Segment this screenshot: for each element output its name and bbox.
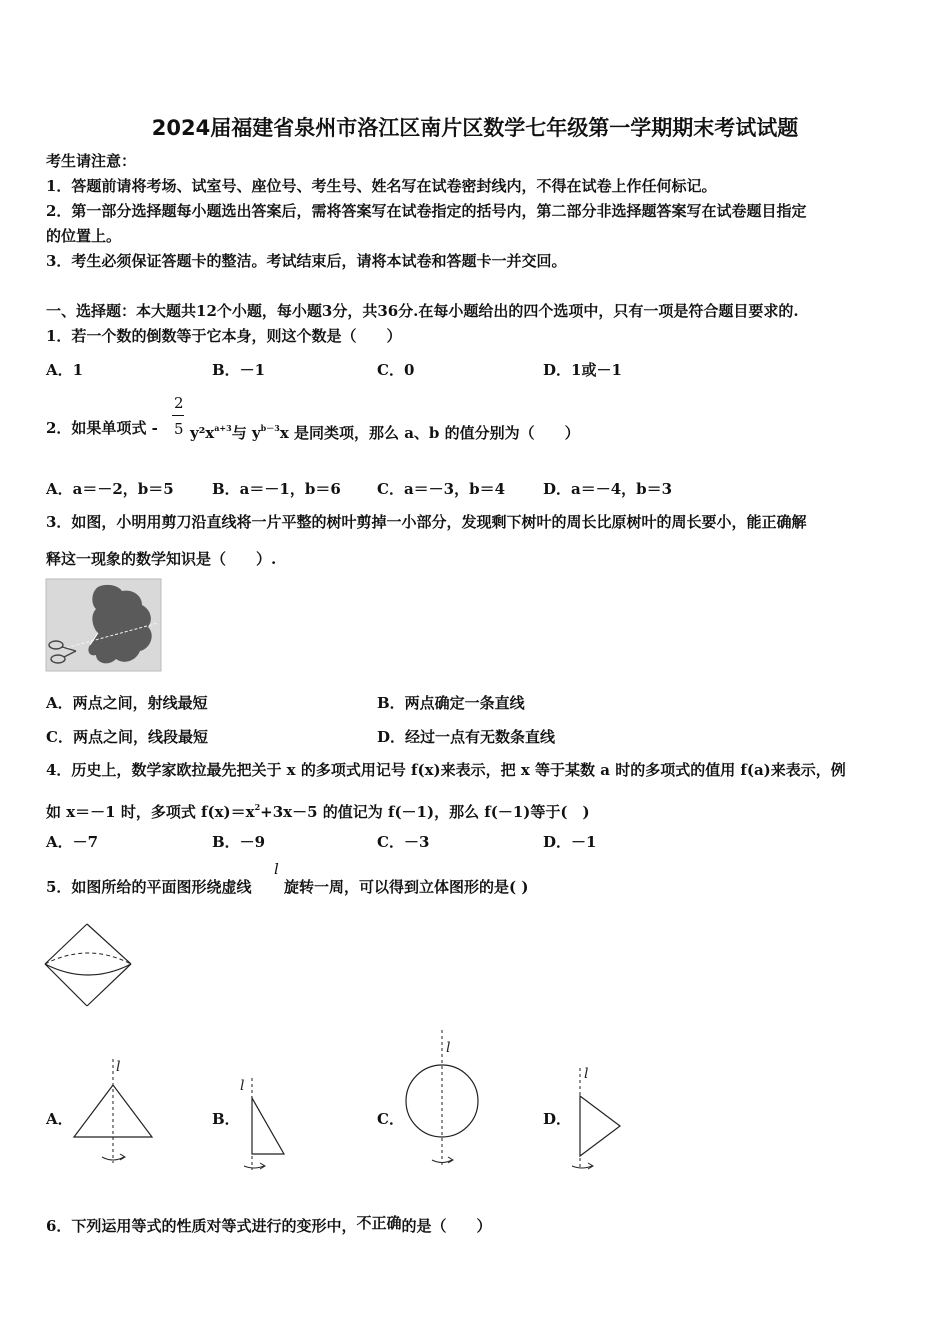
q2-fraction-denominator: 5 — [174, 420, 184, 438]
q3-option-a: A．两点之间，射线最短 — [46, 694, 208, 712]
svg-text:l: l — [446, 1040, 451, 1056]
q2-term1: y²x — [190, 424, 215, 442]
q6-stem-c: 的是（ ） — [401, 1217, 492, 1235]
q6-stem-a: 6．下列运用等式的性质对等式进行的变形中， — [46, 1217, 357, 1235]
q4-stem-line2 — [46, 797, 590, 822]
q2-option-b: B．a＝－1，b＝6 — [212, 480, 341, 498]
q4-option-c: C．－3 — [377, 833, 430, 851]
leaf-scissors-figure — [46, 579, 161, 671]
q2-sup1: a+3 — [214, 423, 232, 433]
q6-emphasis: 不正确 — [356, 1214, 402, 1232]
q4-option-d: D．－1 — [543, 833, 597, 851]
q5-option-d-figure — [566, 1064, 630, 1174]
notice-item-2-cont: 的位置上。 — [46, 227, 122, 245]
q2-suffix: x 是同类项，那么 a、b 的值分别为（ ） — [279, 424, 580, 442]
q3-stem-line1: 3．如图，小明用剪刀沿直线将一片平整的树叶剪掉一小部分，发现剩下树叶的周长比原树叶的周长要小，能正确解 — [46, 513, 807, 531]
q2-fraction-numerator: 2 — [174, 394, 184, 412]
q4-line2-b: +3x－5 的值记为 f(－1)，那么 f(－1)等于( ) — [260, 803, 590, 821]
q5-option-a: A． — [46, 1110, 73, 1128]
q2-option-d: D．a＝－4，b＝3 — [543, 480, 673, 498]
q3-option-b: B．两点确定一条直线 — [377, 694, 525, 712]
q1-option-d: D．1或－1 — [543, 361, 622, 379]
q1-stem: 1．若一个数的倒数等于它本身，则这个数是（ ） — [46, 327, 402, 345]
q2-option-a: A．a＝－2，b＝5 — [46, 480, 174, 498]
section-heading: 一、选择题：本大题共12个小题，每小题3分，共36分.在每小题给出的四个选项中，只有一项是符合题目要求的. — [46, 302, 799, 320]
q5-option-b: B． — [212, 1110, 240, 1128]
q3-stem-line2: 释这一现象的数学知识是（ ）. — [46, 550, 277, 568]
q2-fraction-bar — [172, 415, 184, 416]
q4-line2-a: 如 x＝－1 时，多项式 f(x)＝x — [46, 803, 255, 821]
svg-text:l: l — [584, 1066, 589, 1082]
notice-item-2: 2．第一部分选择题每小题选出答案后，需将答案写在试卷指定的括号内，第二部分非选择题答案写在试卷题目指定 — [46, 202, 807, 220]
q2-sup2: b－3 — [260, 423, 280, 433]
q6-stem — [46, 1216, 491, 1236]
double-cone-figure — [44, 922, 134, 1008]
q5-axis-label: l — [274, 860, 279, 878]
q4-stem-line1: 4．历史上，数学家欧拉最先把关于 x 的多项式用记号 f(x)来表示，把 x 等于某数 a 时的多项式的值用 f(a)来表示，例 — [46, 761, 846, 779]
q5-option-c-figure — [400, 1028, 490, 1174]
q5-stem-a: 5．如图所给的平面图形绕虚线 — [46, 878, 252, 896]
q3-option-d: D．经过一点有无数条直线 — [377, 728, 556, 746]
notice-item-3: 3．考生必须保证答题卡的整洁。考试结束后，请将本试卷和答题卡一并交回。 — [46, 252, 567, 270]
q2-prefix: 2．如果单项式 - — [46, 419, 158, 437]
q1-option-a: A．1 — [46, 361, 84, 379]
q3-option-c: C．两点之间，线段最短 — [46, 728, 208, 746]
q4-option-b: B．－9 — [212, 833, 266, 851]
q2-mid: 与 y — [231, 424, 261, 442]
notice-item-1: 1．答题前请将考场、试室号、座位号、考生号、姓名写在试卷密封线内，不得在试卷上作任何标记。 — [46, 177, 717, 195]
q5-option-b-figure — [234, 1074, 294, 1174]
q4-line2-sup: 2 — [254, 802, 261, 812]
svg-text:l: l — [116, 1059, 121, 1075]
q5-stem-b: 旋转一周，可以得到立体图形的是( ) — [284, 878, 529, 896]
q4-option-a: A．－7 — [46, 833, 99, 851]
q2-option-c: C．a＝－3，b＝4 — [377, 480, 506, 498]
q5-option-c: C． — [377, 1110, 404, 1128]
q2-monomial — [190, 418, 580, 443]
notice-heading: 考生请注意： — [46, 152, 137, 170]
q1-option-b: B．－1 — [212, 361, 266, 379]
page-title: 2024届福建省泉州市洛江区南片区数学七年级第一学期期末考试试题 — [151, 116, 799, 140]
q5-option-a-figure — [72, 1055, 156, 1170]
svg-text:l: l — [240, 1078, 245, 1094]
q1-option-c: C．0 — [377, 361, 415, 379]
q5-option-d: D． — [543, 1110, 572, 1128]
